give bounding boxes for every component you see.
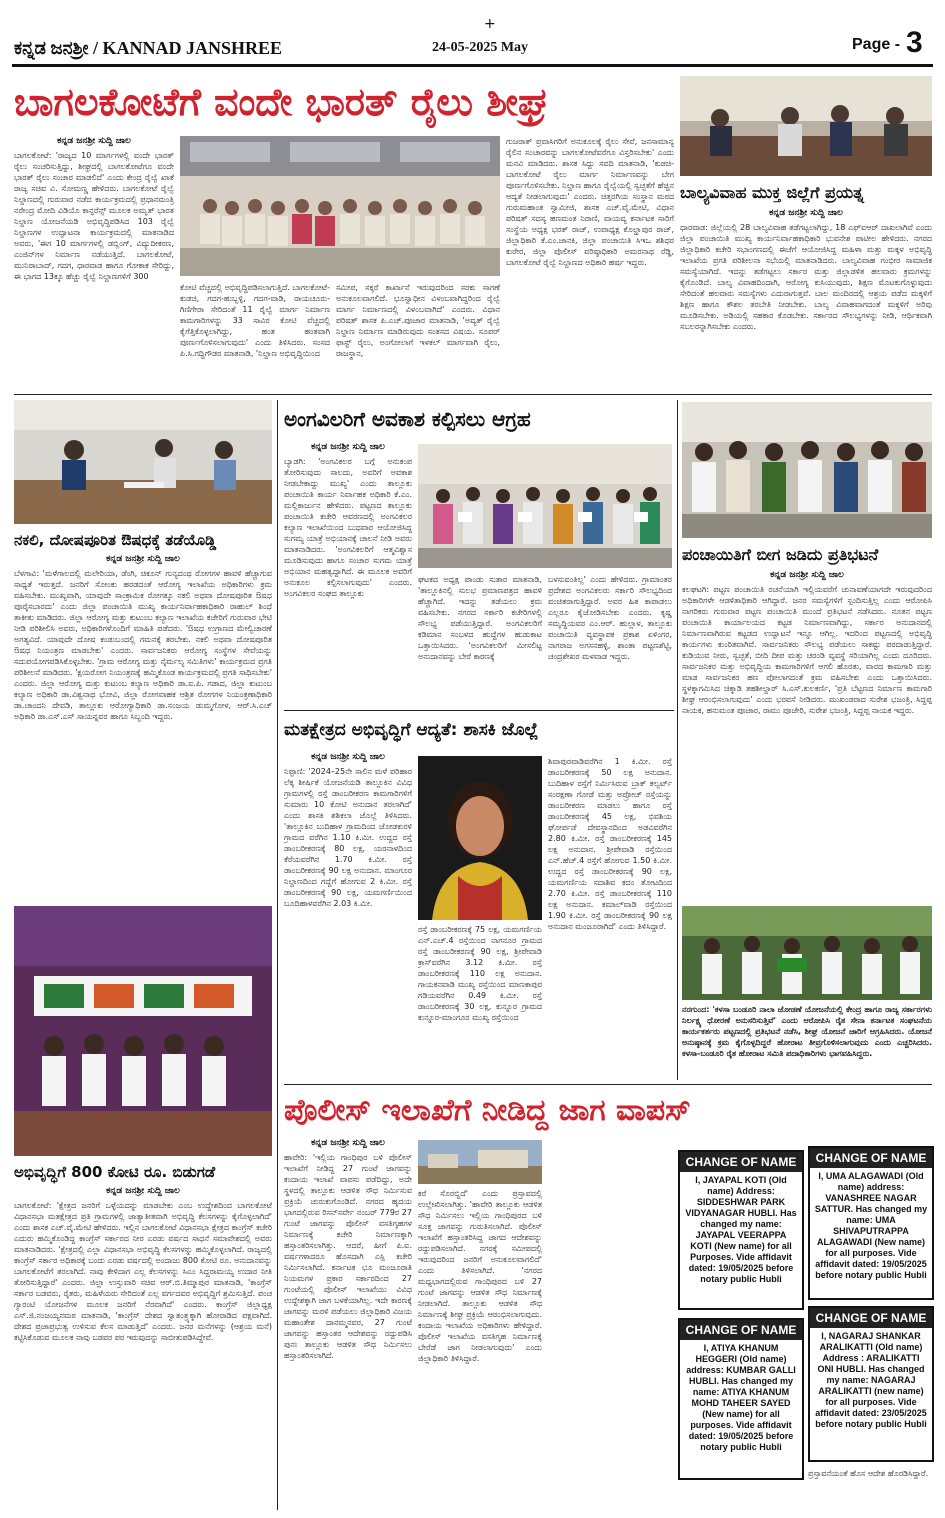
protest-photo: [682, 402, 932, 538]
crop-mark-icon: +: [484, 16, 496, 32]
election-body-col1: ನಿಪ್ಪಾಣಿ: '2024–25ನೇ ಸಾಲಿನ ಮಳೆ ಪರಿಹಾರ ಲೆಕ್ಕ ಶೀರ್ಷಿಕೆ ಯೋಜನೆಯಡಿ ತಾಲ್ಲೂಕಿನ ವಿವಿಧ ಗ್ರಾಮಗಳಲ್ಲಿ ರಸ್ತೆ ಡಾಂಬರೀಕರಣ ಕಾಮಗಾರಿಗಳಿಗೆ ಸುಮಾರು 10 ಕೋಟಿ ಅನುದಾನ ತರಲಾಗಿದೆ' ಎಂದು ಶಾಸಕಿ ಶಶಿಕಲಾ ಜೊಲ್ಲೆ ತಿಳಿಸಿದರು. 'ತಾಲ್ಲೂಕಿನ ಬುದಿಹಾಳ ಗ್ರಾಮದಿಂದ ಜೋಡಕುರಳಿ ಗ್ರಾಮದ ವರೆಗಿನ 1.10 ಕಿ.ಮೀ. ಉದ್ದದ ರಸ್ತೆ ಡಾಂಬರೀಕರಣಕ್ಕೆ 80 ಲಕ್ಷ, ಯರನಾಳದಿಂದ ಕೆರೆಯವರೆಗಿನ 1.70 ಕಿ.ಮೀ. ರಸ್ತೆ ಡಾಂಬರೀಕರಣಕ್ಕೆ 90 ಲಕ್ಷ ಅನುದಾನ. ಮಾಂಗೂರ ನಿಲ್ದಾಣದಿಂದ ಗದ್ದೆಗೆ ಹೋಗುವ 2 ಕಿ.ಮೀ. ರಸ್ತೆ ಡಾಂಬರೀಕರಣಕ್ಕೆ 90 ಲಕ್ಷ, ಯಮಗರ್ಣಿಯಿಂದ ಬೂದಿಹಾಳವರೆಗಿನ 2.03 ಕಿ.ಮೀ.: [284, 767, 412, 908]
police-headline: ಪೊಲೀಸ್ ಇಲಾಖೆಗೆ ನೀಡಿದ್ದ ಜಾಗ ವಾಪಸ್: [284, 1093, 691, 1128]
ad-change-of-name-2: [808, 1146, 934, 1300]
panchayat-body: ಕಲಘಟಗಿ: ಪಟ್ಟಣ ಪಂಚಾಯಿತಿ ರಚನೆಯಾಗಿ ಇಲ್ಲಿಯವರೆಗೆ ಚುನಾವಣೆಯಾಗದೇ ಇರುವುದರಿಂದ ಅಧಿಕಾರಿಗಳೇ ಆಡಳಿತಾಧಿಕಾರಿ ಆಗಿದ್ದಾರೆ. ಜನರ ಸಮಸ್ಯೆಗಳಿಗೆ ಸ್ಪಂದಿಸುತ್ತಿಲ್ಲ ಎಂದು ಆರೋಪಿಸಿ ನಾಗರಿಕರು ಗುರುವಾರ ಪಟ್ಟಣ ಪಂಚಾಯಿತಿ ಮುಂದೆ ಪ್ರತಿಭಟನೆ ನಡೆಸಿದರು. ನೂತನ ಪಟ್ಟಣ ಪಂಚಾಯಿತಿ ಕಾರ್ಯಾಲಯದ ಕಟ್ಟಡ ನಿರ್ಮಾಣವಾಗಿದ್ದು, ಸರ್ಕಾರ ಅನುದಾನದಲ್ಲಿ ನಿರ್ಮಾಣವಾಗಿರುವ ಕಟ್ಟಡದ ಉದ್ಘಾಟನೆ ಇನ್ನೂ ಆಗಿಲ್ಲ. ಇದರಿಂದ ಪಟ್ಟಣದಲ್ಲಿ ಅಭಿವೃದ್ಧಿ ಕಾರ್ಯಗಳು ಕುಂಠಿತವಾಗಿವೆ. ಸಾರ್ವಜನಿಕರು ಸೌಲಭ್ಯ ಪಡೆಯಲು ಸಾಕಷ್ಟು ಪರದಾಡುತ್ತಿದ್ದಾರೆ. ಕುಡಿಯುವ ನೀರು, ಸ್ವಚ್ಛತೆ, ಬೀದಿ ದೀಪ ಮತ್ತು ಚರಂಡಿ ವ್ಯವಸ್ಥೆ ಸರಿಯಾಗಿಲ್ಲ ಎಂದು ದೂರಿದರು. ಸಾರ್ವಜನಿಕರ ಮತ್ತು ಅಭಿವೃದ್ಧಿಯ ಕಾಮಗಾರಿಗಳಿಗೆ ಆಗಲಿ ಹೊರತು, ವಾರದ ಕಾಮಗಾರಿ ಮತ್ತು ಮಾಡ ಸಾರ್ವಜನಿಕರ ಹಣ ಪೋಲಾಗದಂತೆ ಕ್ರಮ ವಹಿಸಬೇಕು ಎಂದು ಒತ್ತಾಯಿಸಿದರು. ಸ್ಥಳಕ್ಕಾಗಮಿಸಿದ ಚಿಕ್ಕಾಡಿ ತಹಶೀಲ್ದಾರ್ ಸಿ.ಎಸ್.ಕುಲಕರ್ಣಿ, 'ಪ್ರತಿ ಬೆಟ್ಟಣದ ನಿರ್ಮಾಣ ಕಾಮಗಾರಿ ಶೀಘ್ರ ಆರಂಭಿಸಲಾಗುವುದು' ಎಂದು ಭರವಸೆ ನೀಡಿದರು. ಮುಖಂಡರಾದ ಸುರೇಶ ಭಜಂತ್ರಿ, ಸಿದ್ದಪ್ಪ ನಾಯಕ, ಹನುಮಂತ ಪೂಜಾರ, ರಾಮು ಪೂಜೇರಿ, ಸುರೇಶ ಭಜಂತ್ರಿ, ಸಿದ್ದಪ್ಪ ನಾಯಕ ಇದ್ದರು.: [682, 585, 932, 715]
police-byline: ಕನ್ನಡ ಜನಶ್ರೀ ಸುದ್ದಿ ಜಾಲ: [311, 1138, 385, 1148]
issue-date: 24-05-2025 May: [432, 40, 529, 55]
divider-v1: [277, 400, 278, 1510]
land-site-photo: [418, 1140, 542, 1184]
masthead: [0, 0, 945, 70]
police-body-col3: [548, 1140, 672, 1510]
ad-text: I, NAGARAJ SHANKAR ARALIKATTI (Old name) Address : ARALIKATTI ONI HUBLI. Has changed my name: NAGARAJ ARALIKATTI (new name) for all purposes. Vide affidavit dated: 23/05/2025 before notary public Hubli: [815, 1331, 927, 1429]
vande-body-col1: ಬಾಗಲಕೋಟೆ: 'ರಾಜ್ಯದ 10 ಮಾರ್ಗಗಳಲ್ಲಿ ವಂದೇ ಭಾರತ್ ರೈಲು ಸಂಚರಿಸುತ್ತಿದ್ದು, ಶೀಘ್ರದಲ್ಲಿ ಬಾಗಲಕೋಟೆಗೂ ವಂದೇ ಭಾರತ್ ರೈಲು ಸಂಚಾರ ಮಾಡಲಿದೆ' ಎಂದು ಕೇಂದ್ರ ರೈಲ್ವೆ ಖಾತೆ ರಾಜ್ಯ ಸಚಿವ ವಿ. ಸೋಮಣ್ಣ ಹೇಳಿದರು. ಬಾಗಲಕೋಟೆ ರೈಲ್ವೆ ನಿಲ್ದಾಣದಲ್ಲಿ ಗುರುವಾರ ನಡೆದ ಕಾರ್ಯಕ್ರಮದಲ್ಲಿ ಪ್ರಧಾನಮಂತ್ರಿ ನರೇಂದ್ರ ಮೋದಿ ವಿಡಿಯೊ ಕಾನ್ಫರೆನ್ಸ್ ಮೂಲಕ ಅಮೃತ್ ಭಾರತ ನಿಲ್ದಾಣ ಯೋಜನೆಯಡಿ ಅಭಿವೃದ್ಧಿಪಡಿಸಿದ 103 ರೈಲ್ವೆ ನಿಲ್ದಾಣಗಳ ಉದ್ಘಾಟನಾ ಕಾರ್ಯಕ್ರಮದಲ್ಲಿ ಮಾತನಾಡಿದ ಅವರು, 'ಈಗ 10 ಮಾರ್ಗಗಳಲ್ಲಿ ಡಬ್ಲಿಂಗ್, ವಿದ್ಯುದೀಕರಣ, ಎಂಜಿನ್‌ಗಳ ನಿರ್ಮಾಣ ನಡೆಯುತ್ತಿದೆ. ಬಾಗಲಕೋಟೆ, ಮುನಿರಾಬಾದ್, ಗದಗ, ಧಾರವಾಡ ಹಾಗೂ ಗೋಕಾಕ ಸೇರಿದ್ದು, ಈ ಭಾಗದ 13ಕ್ಕೂ ಹೆಚ್ಚು ರೈಲ್ವೆ ನಿಲ್ದಾಣಗಳಿಗೆ 300: [14, 151, 174, 281]
anganwadi-body-col3: ಬಳಸುವಂತಿಲ್ಲ' ಎಂದು ಹೇಳಿದರು. ಗ್ರಾಮಾಂತರ ಪ್ರದೇಶದ ಅಂಗವಿಕಲರು ಸರ್ಕಾರಿ ಸೌಲಭ್ಯದಿಂದ ವಂಚಿತರಾಗುತ್ತಿದ್ದಾರೆ. ಅವರ ಹಿತ ಕಾಪಾಡಲು ಎಲ್ಲರೂ ಕೈಜೋಡಿಸಬೇಕು ಎಂದರು. ಕೃಷ್ಣ ಸಮೃದ್ಧಿಯವರ ಎಂ.ಆರ್. ಹುಲ್ಲಾಳ, ತಾಲ್ಲೂಕು ಪಂಚಾಯಿತಿ ವ್ಯವಸ್ಥಾಪಕ ಪ್ರಕಾಶ ಏಳಿಂಗರ, ನಾಗರಾಜ ಅಗಸನಹಳ್ಳಿ, ಶಾಂತಾ ಪಟ್ಟಣಶೆಟ್ಟಿ, ಚಂದ್ರಶೇಖರ ಮಳವಾಡ ಇದ್ದರು.: [548, 575, 672, 661]
panchayat-byline: ಕನ್ನಡ ಜನಶ್ರೀ ಸುದ್ದಿ ಜಾಲ: [770, 570, 844, 580]
page-label: Page -: [852, 36, 901, 53]
election-body-col3: ಶಿವಾಪುರವಾಡಿವರೆಗಿನ 1 ಕಿ.ಮೀ. ರಸ್ತೆ ಡಾಂಬರೀಕರಣಕ್ಕೆ 50 ಲಕ್ಷ ಅನುದಾನ. ಬುದಿಹಾಳ ರಸ್ತೆಗೆ ನಿರ್ಮಿಸಿರುವ ಬ್ರಾಕ್ ಕಲ್ವರ್ಟ್ ಸಂರಕ್ಷಣಾ ಗೋಡೆ ಮತ್ತು ಅಪ್ರೋಚ್ ರಸ್ತೆಯನ್ನು ಡಾಂಬರೀಕರಣ ಮಾಡಲು ಹಾಗೂ ರಸ್ತೆ ಡಾಂಬರೀಕರಣಕ್ಕೆ 45 ಲಕ್ಷ, ಭಿವಶಿಯ ಘೋರ್ಪಡೆ ದೇವಸ್ಥಾನದಿಂದ ಅಡವಿವರೆಗಿನ 2.80 ಕಿ.ಮೀ. ರಸ್ತೆ ಡಾಂಬರೀಕರಣಕ್ಕೆ 145 ಲಕ್ಷ ಅನುದಾನ. ಶ್ರೀಪೇವಾಡಿ ರಸ್ತೆಯಿಂದ ಎನ್.ಹೆಚ್.4 ರಸ್ತೆಗೆ ಹೋಗುವ 1.50 ಕಿ.ಮೀ. ಉದ್ದದ ರಸ್ತೆ ಡಾಂಬರೀಕರಣಕ್ಕೆ 90 ಲಕ್ಷ, ಯಮಗರ್ಣಿಯ ಸದಾಶಿವ ಕದಂ ತೋಟದಿಂದ 2.70 ಕಿ.ಮೀ. ರಸ್ತೆ ಡಾಂಬರೀಕರಣಕ್ಕೆ 110 ಲಕ್ಷ ಅನುದಾನ. ಕಮಾಲ್‌ವಾಡಿ ರಸ್ತೆಯಿಂದ 1.90 ಕಿ.ಮೀ. ರಸ್ತೆ ಡಾಂಬರೀಕರಣಕ್ಕೆ 90 ಲಕ್ಷ ಅನುದಾನ ಮಂಜೂರಾಗಿದೆ' ಎಂದು ತಿಳಿಸಿದ್ದಾರೆ.: [548, 757, 672, 931]
police-body-col2: ಕರೆ ಸೊರಬ್ದಿದೆ' ಎಂದು ಪ್ರಸ್ತಾವದಲ್ಲಿ ಉಲ್ಲೇಖಿಸಲಾಗಿತ್ತು. 'ಹಾವೇರಿ ತಾಲ್ಲೂಕು ಆಡಳಿತ ಸೌಧ ನಿರ್ಮಿಸಲು ಇಲ್ಲಿಯ ಗಾಂಧಿಪುರದ ಬಳಿ ಸೂಕ್ತ ಜಾಗವನ್ನು ಗುರುತಿಸಲಾಗಿದೆ. ಪೊಲೀಸ್ ಇಲಾಖೆಗೆ ಹಸ್ತಾಂತರಿಸಿದ್ದ ಜಾಗದ ಆದೇಶವನ್ನು ರದ್ದುಪಡಿಸಲಾಗಿದೆ. ನಗರಕ್ಕೆ ಸಮೀಪದಲ್ಲಿ ಇರುವುದರಿಂದ ಜನರಿಗೆ ಅನುಕೂಲವಾಗಲಿದೆ' ಎಂದು ತಿಳಿಸಲಾಗಿದೆ. 'ನಗರದ ಮಧ್ಯಭಾಗದಲ್ಲಿರುವ ಗಾಂಧಿಪುರದ ಬಳಿ 27 ಗುಂಟೆ ಜಾಗವನ್ನು ಆಡಳಿತ ಸೌಧ ನಿರ್ಮಾಣಕ್ಕೆ ನೀಡಲಾಗಿದೆ. ತಾಲ್ಲೂಕು ಆಡಳಿತ ಸೌಧ ನಿರ್ಮಾಣಕ್ಕೆ ಶೀಘ್ರ ಪ್ರಕ್ರಿಯೆ ಆರಂಭಿಸಲಾಗುವುದು. ಕಂದಾಯ ಇಲಾಖೆಯ ಅಧಿಕಾರಿಗಳು ಹೇಳಿದ್ದಾರೆ. ಪೊಲೀಸ್ ಇಲಾಖೆಯ ವಸತಿಗೃಹ ನಿರ್ಮಾಣಕ್ಕೆ ಬೇರೆಡೆ ಜಾಗ ನೀಡಲಾಗುವುದು' ಎಂದು ಜಿಲ್ಲಾಧಿಕಾರಿ ತಿಳಿಸಿದ್ದಾರೆ.: [418, 1189, 542, 1363]
crore-body: ಬಾಗಲಕೋಟೆ: 'ಕ್ಷೇತ್ರದ ಜನರಿಗೆ ಒಳ್ಳೆಯದನ್ನು ಮಾಡಬೇಕು ಎಂಬ ಉದ್ದೇಶದಿಂದ ಬಾಗಲಕೋಟೆ ವಿಧಾನಸಭಾ ಮತಕ್ಷೇತ್ರದ ಪ್ರತಿ ಗ್ರಾಮಗಳಲ್ಲಿ ಜಾತ್ಯಾತೀತವಾಗಿ ಅಭಿವೃದ್ಧಿ ಕೆಲಸಗಳನ್ನು ಕೈಗೊಳ್ಳಲಾಗಿದೆ' ಎಂದು ಶಾಸಕ ಎಚ್.ವೈ.ಮೇಟಿ ಹೇಳಿದರು. ಇಲ್ಲಿನ ಬಾಗಲಕೋಟೆ ವಿಧಾನಸಭಾ ಕ್ಷೇತ್ರದ ಕಾಂಗ್ರೆಸ್ ಕಚೇರಿ ಎದುರು ಹಮ್ಮಿಕೊಂಡಿದ್ದ ಕಾಂಗ್ರೆಸ್ ಸರ್ಕಾರದ ನೀರ ಎರಡು ವರ್ಷದ ಸಾಧನೆ ಸಮಾವೇಶದಲ್ಲಿ ಅವರು ಮಾತನಾಡಿದರು. 'ಕ್ಷೇತ್ರದಲ್ಲಿ ಎಲ್ಲಾ ವಿಧಾನಸಭಾ ಅಭಿವೃದ್ಧಿ ಕೆಲಸಗಳನ್ನು ಹಮ್ಮಿಕೊಳ್ಳಲಾಗಿದೆ. ರಾಜ್ಯದಲ್ಲಿ ಕಾಂಗ್ರೆಸ್ ಸರ್ಕಾರ ಅಧಿಕಾರಕ್ಕೆ ಬಂದು ಎರಡು ವರ್ಷದಲ್ಲಿ ಅಂದಾಜು 800 ಕೋಟಿ ರೂ. ಅನುದಾನವನ್ನು ಬಾಗಲಕೋಟೆಗೆ ತರಲಾಗಿದೆ. ನಾವು ಕೇಳಿದಾಗ ಎಲ್ಲ ಕೆಲಸಗಳನ್ನು ಸಿಎಂ ಸಿದ್ದರಾಮಯ್ಯ ಉದಾರ ನೀತಿ ತೋರಿಸುತ್ತಿದ್ದಾರೆ' ಎಂದರು. ಜಿಲ್ಲಾ ಉಸ್ತುವಾರಿ ಸಚಿವ ಆರ್.ಬಿ.ತಿಮ್ಮಾಪುರ ಮಾತನಾಡಿ, 'ಕಾಂಗ್ರೆಸ್ ಸರ್ಕಾರ ಬಡವರು, ರೈತರು, ಮಹಿಳೆಯರು ಸೇರಿದಂತೆ ಎಲ್ಲ ವರ್ಗದವರ ಅಭಿವೃದ್ಧಿಗೆ ಶ್ರಮಿಸುತ್ತಿದೆ. ಪಂಚ ಗ್ಯಾರಂಟಿ ಯೋಜನೆಗಳ ಮೂಲಕ ಜನರಿಗೆ ನೆರವಾಗಿದೆ' ಎಂದರು. ಕಾಂಗ್ರೆಸ್ ಜಿಲ್ಲಾಧ್ಯಕ್ಷ ಎಸ್.ಜಿ.ನಂಜಯ್ಯನಮಠ ಮಾತನಾಡಿ, 'ಕಾಂಗ್ರೆಸ್ ದೇಶದ ಸ್ವಾತಂತ್ರ್ಯಕ್ಕಾಗಿ ಹೋರಾಡಿದ ಪಕ್ಷವಾಗಿದೆ. ದೇಶದ ಪ್ರಜಾಪ್ರಭುತ್ವ ಉಳಿಸುವ ಕೆಲಸ ಮಾಡುತ್ತಿದೆ' ಎಂದರು. ಜನರ ಮನೆಗಳನ್ನು (ಆಶ್ರಯ ಮನೆ) ಕಟ್ಟಿಸಿಕೊಡುವ ಮೂಲಕ ನಾವು ಬಡವರ ಪರ ಇರುವುದನ್ನು ಸಾಬೀತುಪಡಿಸಿದ್ದೇವೆ.: [14, 1201, 272, 1342]
crore-headline: ಅಭಿವೃದ್ಧಿಗೆ 800 ಕೋಟಿ ರೂ. ಬಿಡುಗಡೆ: [14, 1163, 216, 1181]
child-headline: ಬಾಲ್ಯವಿವಾಹ ಮುಕ್ತ ಜಿಲ್ಲೆಗೆ ಪ್ರಯತ್ನ: [680, 183, 864, 202]
child-byline: ಕನ್ನಡ ಜನಶ್ರೀ ಸುದ್ದಿ ಜಾಲ: [769, 208, 843, 218]
vande-headline: ಬಾಗಲಕೋಟೆಗೆ ವಂದೇ ಭಾರತ್ ರೈಲು ಶೀಘ್ರ: [14, 80, 549, 124]
drugs-headline: ನಕಲಿ, ದೋಷಪೂರಿತ ಔಷಧಕ್ಕೆ ತಡೆಯೊಡ್ಡಿ: [14, 531, 217, 549]
vande-byline: ಕನ್ನಡ ಜನಶ್ರೀ ಸುದ್ದಿ ಜಾಲ: [57, 136, 131, 146]
farmers-caption: ನರಗುಂದ: 'ಕಳಸಾ ಬಂಡೂರಿ ನಾಲಾ ಜೋಡಣೆ ಯೋಜನೆಯಲ್ಲಿ ಕೇಂದ್ರ ಹಾಗೂ ರಾಜ್ಯ ಸರ್ಕಾರಗಳು ನಿರ್ಲಕ್ಷ್ಯ ಧೋರಣೆ ಅನುಸರಿಸುತ್ತಿವೆ' ಎಂದು ಆರೋಪಿಸಿ ರೈತ ಸೇನಾ ಕರ್ನಾಟಕ ಸಂಘಟನೆಯ ಕಾರ್ಯಕರ್ತರು ಪಟ್ಟಣದಲ್ಲಿ ಪ್ರತಿಭಟನೆ ನಡೆಸಿ, ಶೀಘ್ರ ಯೋಜನೆ ಜಾರಿಗೆ ಆಗ್ರಹಿಸಿದರು. ಯೋಜನೆ ಅನುಷ್ಠಾನಕ್ಕೆ ಕ್ರಮ ಕೈಗೊಳ್ಳದಿದ್ದರೆ ಹೋರಾಟ ತೀವ್ರಗೊಳಿಸಲಾಗುವುದು ಎಂದು ಎಚ್ಚರಿಸಿದರು. ಕಳಸಾ-ಬಂಡೂರಿ ರೈತ ಹೋರಾಟ ಸಮಿತಿ ಪದಾಧಿಕಾರಿಗಳು ಭಾಗವಹಿಸಿದ್ದರು.: [682, 1005, 932, 1058]
ad-title: CHANGE OF NAME: [680, 1320, 802, 1340]
anganwadi-byline: ಕನ್ನಡ ಜನಶ್ರೀ ಸುದ್ದಿ ಜಾಲ: [311, 442, 385, 452]
election-byline: ಕನ್ನಡ ಜನಶ್ರೀ ಸುದ್ದಿ ಜಾಲ: [311, 752, 385, 762]
ad-title: CHANGE OF NAME: [680, 1152, 802, 1172]
ad-change-of-name-3: [678, 1318, 804, 1480]
divider-3: [284, 1084, 932, 1085]
mla-portrait: [418, 756, 542, 920]
ad-change-of-name-1: [678, 1150, 804, 1310]
panchayat-headline: ಪಂಚಾಯಿತಿಗೆ ಬೀಗ ಜಡಿದು ಪ್ರತಿಭಟನೆ: [682, 545, 879, 564]
farmers-protest-photo: [682, 906, 932, 1000]
divider-2: [284, 710, 674, 711]
child-body: ಧಾರವಾಡ: ಜಿಲ್ಲೆಯಲ್ಲಿ 28 ಬಾಲ್ಯವಿವಾಹ ತಡೆಗಟ್ಟಲಾಗಿದ್ದು, 18 ಎಫ್‌ಐಆರ್ ದಾಖಲಾಗಿವೆ ಎಂದು ಜಿಲ್ಲಾ ಪಂಚಾಯಿತಿ ಮುಖ್ಯ ಕಾರ್ಯನಿರ್ವಾಹಕಾಧಿಕಾರಿ ಭುವನೇಶ ಪಾಟೀಲ ಹೇಳಿದರು. ನಗರದ ಜಿಲ್ಲಾಧಿಕಾರಿ ಕಚೇರಿ ಸಭಾಂಗಣದಲ್ಲಿ ಈಚೆಗೆ ಆಯೋಜಿಸಿದ್ದ ಮಹಿಳಾ ಮತ್ತು ಮಕ್ಕಳ ಅಭಿವೃದ್ಧಿ ಇಲಾಖೆಯ ಪ್ರಗತಿ ಪರಿಶೀಲನಾ ಸಭೆಯಲ್ಲಿ ಮಾತನಾಡಿದರು. ಬಾಲ್ಯವಿವಾಹ ಗಂಭೀರ ಸಾಮಾಜಿಕ ಸಮಸ್ಯೆಯಾಗಿದೆ. ಇದನ್ನು ತಡೆಗಟ್ಟಲು ಸರ್ಕಾರ ಮತ್ತು ಜಿಲ್ಲಾಡಳಿತ ಹಲವಾರು ಕ್ರಮಗಳನ್ನು ಕೈಗೊಂಡಿದೆ. ಬಾಲ್ಯ ವಿವಾಹದಿಂದಾಗಿ, ಆರೋಗ್ಯ ಕುಸಿಯುವುದು, ಶಿಕ್ಷಣ ಮೊಟಕುಗೊಳ್ಳುವುದು ಸೇರಿದಂತೆ ಹಲವಾರು ಸಮಸ್ಯೆಗಳು ಎದುರಾಗುತ್ತವೆ. ಬಾಲ ಮಂದಿರದಲ್ಲಿ ಆಶ್ರಯ ಪಡೆದ ಮಕ್ಕಳಿಗೆ ಶಿಕ್ಷಣ ಹಾಗೂ ಕೌಶಲ ತರಬೇತಿ ನೀಡಬೇಕು. ಬಾಲ್ಯ ವಿವಾಹವಾಗದಂತೆ ಮಕ್ಕಳಿಗೆ ಅರಿವು ಮೂಡಿಸಬೇಕು. ಅಡಿಯಲ್ಲಿ ಸಹಕಾರ ಕೊಡಬೇಕು. ಸರ್ಕಾರದ ಸೌಲಭ್ಯಗಳನ್ನು ನೀಡಿ, ಆರ್ಥಿಕವಾಗಿ ಸಬಲರನ್ನಾಗಿಸಬೇಕು ಎಂದರು.: [680, 223, 932, 331]
rally-photo: [14, 906, 272, 1156]
police-body-col1: ಹಾವೇರಿ: 'ಇಲ್ಲಿಯ ಗಾಂಧಿಪುರ ಬಳಿ ಪೊಲೀಸ್ ಇಲಾಖೆಗೆ ನೀಡಿದ್ದ 27 ಗುಂಟೆ ಜಾಗವನ್ನು ಕಂದಾಯ ಇಲಾಖೆ ವಾಪಸು ಪಡೆದಿದ್ದು, ಅದೇ ಸ್ಥಳದಲ್ಲಿ ತಾಲ್ಲೂಕು ಆಡಳಿತ ಸೌಧ ನಿರ್ಮಿಸುವ ಪ್ರಕ್ರಿಯೆ ಚುರುಕುಗೊಂಡಿದೆ. ನಗರದ ಹೃದಯ ಭಾಗದಲ್ಲಿರುವ ರಿಸನ್‌ಸರ್ವೇ ನಂಬರ್ 779ರ 27 ಗುಂಟೆ ಜಾಗವನ್ನು ಪೊಲೀಸ್ ವಸತಿಗೃಹಗಳ ನಿರ್ಮಾಣಕ್ಕೆ ಕಚೇರಿ ನಿರ್ಮಾಣಕ್ಕಾಗಿ ಹಸ್ತಾಂತರಿಸಲಾಗಿತ್ತು. ಆದರೆ, ಹೀಗೆ ಪಿ.ಐ. ವರ್ಷಗಳಾದರೂ ಹೊಸದಾಗಿ ಎಸ್ಪಿ ಕಚೇರಿ ನಿರ್ಮಿಸಲಾಗಿದೆ. ಕರ್ನಾಟಕ ಭೂ ಮಂಜೂರಾತಿ ನಿಯಮಗಳ ಪ್ರಕಾರ ಸರ್ಕಾರದಿಂದ 27 ಗುಂಟೆಯಲ್ಲಿ ಪೊಲೀಸ್ ಇಲಾಖೆಯು ವಿವಿಧ ಉದ್ದೇಶಕ್ಕಾಗಿ ಜಾಗ ಬಳಕೆಯಾಗಿಲ್ಲ. ಇದೇ ಕಾರಣಕ್ಕೆ ಜಾಗವನ್ನು ಮರಳಿ ಪಡೆಯಲು ಜಿಲ್ಲಾಧಿಕಾರಿ ವಿಜಯ ಮಹಾಂತೇಶ ದಾನಮ್ಮನವರ, 27 ಗುಂಟೆ ಜಾಗವನ್ನು ಹಸ್ತಾಂತರ ಆದೇಶವನ್ನು ರದ್ದುಪಡಿಸಿ ಪುನಃ ತಾಲ್ಲೂಕು ಆಡಳಿತ ಸೌಧ ನಿರ್ಮಿಸಲು ಹಸ್ತಾಂತರಿಸಲಾಗಿದೆ.: [284, 1153, 412, 1360]
ad-text: I, UMA ALAGAWADI (Old name) address: VANASHREE NAGAR SATTUR. Has changed my name: UMA SHIVAPUTRAPPA ALAGAWADI (New name) for all purposes. Vide affidavit dated: 19/05/2025 before notary public Hubli: [814, 1171, 928, 1280]
crore-byline: ಕನ್ನಡ ಜನಶ್ರೀ ಸುದ್ದಿ ಜಾಲ: [106, 1186, 180, 1196]
ad-title: CHANGE OF NAME: [810, 1308, 932, 1328]
railway-event-photo: [180, 136, 500, 276]
certificates-photo: [418, 444, 672, 568]
vande-body-col2: ಕೋಟಿ ವೆಚ್ಚದಲ್ಲಿ ಅಭಿವೃದ್ಧಿಪಡಿಸಲಾಗುತ್ತಿದೆ. ಬಾಗಲಕೋಟೆ-ಕುಡಚಿ, ಗದಗ-ಹುಬ್ಬಳ್ಳಿ, ಗದಗ-ವಾಡಿ, ರಾಯಚೂರು-ಗಿಣಿಗೇರಾ ಸೇರಿದಂತೆ 11 ರೈಲ್ವೆ ಮಾರ್ಗ ನಿರ್ಮಾಣ ಕಾಮಗಾರಿಗಳನ್ನು 33 ಸಾವಿರ ಕೋಟಿ ವೆಚ್ಚದಲ್ಲಿ ಕೈಗೆತ್ತಿಕೊಳ್ಳಲಾಗಿದ್ದು, ಹಂತ ಹಂತವಾಗಿ ಪೂರ್ಣಗೊಳಿಸಲಾಗುವುದು' ಎಂದು ತಿಳಿಸಿದರು. ಸಂಸದ ಪಿ.ಸಿ.ಗದ್ದಿಗೌಡರ ಮಾತನಾಡಿ, 'ನಿಲ್ದಾಣ ಅಭಿವೃದ್ಧಿಯಿಂದ: [180, 283, 330, 358]
masthead-rule: [12, 64, 933, 67]
election-body-col2: ರಸ್ತೆ ಡಾಂಬರೀಕರಣಕ್ಕೆ 75 ಲಕ್ಷ, ಯಮಗರ್ಣಿಯ ಎನ್.ಎಚ್.4 ರಸ್ತೆಯಿಂದ ನಾಗನೂರ ಗ್ರಾಮದ ರಸ್ತೆ ಡಾಂಬರೀಕರಣಕ್ಕೆ 90 ಲಕ್ಷ, ಶ್ರೀಪೇವಾಡಿ ಕ್ರಾಸ್‌ವರೆಗಿನ 3.12 ಕಿ.ಮೀ. ರಸ್ತೆ ಡಾಂಬರೀಕರಣಕ್ಕೆ 110 ಲಕ್ಷ ಅನುದಾನ. ಗಾಯಕನವಾಡಿ ಮುಖ್ಯ ರಸ್ತೆಯಿಂದ ಮಾಣಕಾಪುರ ಗಡಿಯವರೆಗಿನ 0.49 ಕಿ.ಮೀ. ರಸ್ತೆ ಡಾಂಬರೀಕರಣಕ್ಕೆ 30 ಲಕ್ಷ, ಕುನ್ನೂರ ಗ್ರಾಮದ ಕುನ್ನೂರ-ಮಾಂಗೂರ ಮುಖ್ಯ ರಸ್ತೆಯಿಂದ: [418, 925, 542, 1022]
anganwadi-body-col1: ಬ್ಯಾಡಗಿ: 'ಅಂಗವಿಕಲರ ಬಗ್ಗೆ ಅನುಕಂಪ ತೋರಿಸುವುದು ಸಾಲದು, ಅವರಿಗೆ ಅವಕಾಶ ನೀಡಬೇಕಾದ್ದು ಮುಖ್ಯ' ಎಂದು ತಾಲ್ಲೂಕು ಪಂಚಾಯಿತಿ ಕಾರ್ಯ ನಿರ್ವಾಹಕ ಅಧಿಕಾರಿ ಕೆ.ಎಂ. ಮಲ್ಲಿಕಾರ್ಜುನ ಹೇಳಿದರು. ಪಟ್ಟಣದ ತಾಲ್ಲೂಕು ಪಂಚಾಯಿತಿ ಕಚೇರಿ ಆವರಣದಲ್ಲಿ ಅಂಗವಿಕಲರ ಕಲ್ಯಾಣ ಇಲಾಖೆಯಿಂದ ಬುಧವಾರ ಆಯೋಜಿಸಿದ್ದ ಸುಗಮ್ಯ ಯಾತ್ರೆ ಅಭಿಯಾನಕ್ಕೆ ಚಾಲನೆ ನೀಡಿ ಅವರು ಮಾತನಾಡಿದರು. 'ಅಂಗವಿಕಲರಿಗೆ ಆತ್ಮವಿಶ್ವಾಸ ಮೂಡಿಸುವುದು ಹಾಗೂ ಸಂಚಾರ ಸುಗಮ ಯಾತ್ರೆ ಅಭಿಯಾನ ಮಹತ್ವದ್ದಾಗಿದೆ. ಈ ಮೂಲಕ ಅವರಿಗೆ ಅನುಕೂಲ ಕಲ್ಪಿಸಲಾಗುವುದು' ಎಂದರು. ಅಂಗವಿಕಲರ ಸಂಘದ ತಾಲ್ಲೂಕು: [284, 457, 412, 598]
vande-body-col4: ಗುಜರಾತ್ ಪ್ರವಾಸಿಗರಿಗೆ ಅನುಕೂಲಕ್ಕೆ ರೈಲು ಸೇವೆ, ಜನಸಾಮಾನ್ಯ ರೈಲಿನ ಸಂಚಾರವನ್ನು ಬಾಗಲಕೋಟೆವರೆಗೂ ವಿಸ್ತರಿಸಬೇಕು' ಎಂದು ಮನವಿ ಮಾಡಿದರು. ಶಾಸಕ ಸಿದ್ದು ಸವದಿ ಮಾತನಾಡಿ, 'ಕುಡಚಿ-ಬಾಗಲಕೋಟೆ ರೈಲು ಮಾರ್ಗ ನಿರ್ಮಾಣವನ್ನು ಬೇಗ ಪೂರ್ಣಗೊಳಿಸಬೇಕು. ನಿಲ್ದಾಣ ಹಾಗೂ ರೈಲ್ವೆಯಲ್ಲಿ ಸ್ವಚ್ಛತೆಗೆ ಹೆಚ್ಚಿನ ಆದ್ಯತೆ ನೀಡಲಾಗುವುದು' ಎಂದರು. ಚಿತ್ತರಗಿಯ ಸಂಸ್ಥಾನ ಮಠದ ಗುರುಮಹಾಂತ ಸ್ವಾಮೀಜಿ, ಶಾಸಕ ಎಚ್.ವೈ.ಮೇಟಿ, ವಿಧಾನ ಪರಿಷತ್ ಸದಸ್ಯ ಹಣಮಂತ ನಿರಾಣಿ, ವಾಯವ್ಯ ಕರ್ನಾಟಕ ಸಾರಿಗೆ ಸಂಸ್ಥೆಯ ಅಧ್ಯಕ್ಷ ಭರತ್ ರಾಜ್, ಉಪಾಧ್ಯಕ್ಷ ಕೊಲ್ಹಾಪುರ ರಾಜ್, ಜಿಲ್ಲಾಧಿಕಾರಿ ಕೆ.ಎಂ.ಜಾನಕಿ, ಜಿಲ್ಲಾ ಪಂಚಾಯಿತಿ ಸಿಇಒ ಶಶಿಧರ ಕುರೇರ, ಜಿಲ್ಲಾ ಪೊಲೀಸ್ ವರಿಷ್ಠಾಧಿಕಾರಿ ಅಮರನಾಥ ರೆಡ್ಡಿ, ಬಾಗಲಕೋಟೆ ರೈಲ್ವೆ ನಿಲ್ದಾಣದ ಅಧಿಕಾರಿ ಹರ್ಷ ಇದ್ದರು.: [506, 137, 674, 267]
drugs-body: ಬೆಳಗಾವಿ: 'ಮಳೆಗಾಲದಲ್ಲಿ ಮಲೇರಿಯಾ, ಡೆಂಗಿ, ಚಿಕೂನ್ ಗುನ್ಯದಂಥ ರೋಗಗಳ ಹಾವಳಿ ಹೆಚ್ಚಾಗುವ ಸಾಧ್ಯತೆ ಇರುತ್ತದೆ. ಜನರಿಗೆ ಸೋಂಕು ಹರಡದಂತೆ ಆರೋಗ್ಯ ಇಲಾಖೆಯ ಅಧಿಕಾರಿಗಳು ಕ್ರಮ ವಹಿಸಬೇಕು. ಮುಖ್ಯವಾಗಿ, ಯಾವುದೇ ಸಾಂಕ್ರಾಮಿಕ ರೋಗಕ್ಕೂ ನಕಲಿ ಅಥವಾ ದೋಷಪೂರಿತ ಔಷಧ ಪೂರೈಸಬಾರದು' ಎಂದು ಜಿಲ್ಲಾ ಪಂಚಾಯಿತಿ ಮುಖ್ಯ ಕಾರ್ಯನಿರ್ವಾಹಕಾಧಿಕಾರಿ ರಾಹುಲ್ ಶಿಂಧೆ ತಾಕೀತು ಮಾಡಿದರು. ಜಿಲ್ಲಾ ಆರೋಗ್ಯ ಮತ್ತು ಕುಟುಂಬ ಕಲ್ಯಾಣ ಇಲಾಖೆಯ ಕಚೇರಿಗೆ ಗುರುವಾರ ಭೇಟಿ ನೀಡಿ ಪರಿಶೀಲಿಸಿ ಅವರು, ಅಧಿಕಾರಿಗಳೊಂದಿಗೆ ಮಾಹಿತಿ ಪಡೆದರು. 'ಔಷಧ ಉಗ್ರಾಣದ ಮೇಲ್ವಿಚಾರಣೆ ಅಗತ್ಯವಿದೆ. ಯಾವುದೇ ದೋಷ ಕಂಡುಬಂದಲ್ಲಿ ಗಮನಕ್ಕೆ ತರಬೇಕು. ನಕಲಿ ಅಥವಾ ದೋಷಪೂರಿತ ಔಷಧ ನಿಯಂತ್ರಣ ಮಾಡಬೇಕು' ಎಂದರು. ಸಾರ್ವಜನಿಕರು ಆರೋಗ್ಯ ಸಂಸ್ಥೆಗಳ ಸೇವೆಯನ್ನು ಸದುಪಯೋಗಪಡಿಸಿಕೊಳ್ಳಬೇಕು. 'ಗ್ರಾಮ ಆರೋಗ್ಯ ಮತ್ತು ನೈರ್ಮಲ್ಯ ಸಮಿತಿಗಳು' ಕಾರ್ಯಕ್ರಮದ ಪ್ರಗತಿ ಪರಿಶೀಲನೆ ಮಾಡಿದರು. 'ಕ್ಷಯರೋಗ ನಿಯಂತ್ರಣಕ್ಕೆ ಹಮ್ಮಿಕೊಂಡ ಕಾರ್ಯಕ್ರಮದಲ್ಲಿ ಪ್ರಗತಿ ಸಾಧಿಸಬೇಕು' ಎಂದರು. ಜಿಲ್ಲಾ ಆರೋಗ್ಯ ಮತ್ತು ಕುಟುಂಬ ಕಲ್ಯಾಣ ಅಧಿಕಾರಿ ಡಾ.ಐ.ಪಿ. ಗಡಾದ, ಜಿಲ್ಲಾ ಕುಟುಂಬ ಕಲ್ಯಾಣ ಅಧಿಕಾರಿ ಡಾ.ವಿಶ್ವನಾಥ ಭೋವಿ, ಜಿಲ್ಲಾ ರೋಗವಾಹಕ ಆಶ್ರಿತ ರೋಗಗಳ ನಿಯಂತ್ರಣಾಧಿಕಾರಿ ಡಾ.ಚಾಂದನಿ ದೇವಡಿ, ತಾಲ್ಲೂಕು ಆರೋಗ್ಯಾಧಿಕಾರಿ ಡಾ.ಸಂಜಯ ಡುಮ್ಮಗೋಳ, ಆರ್.ಸಿ.ಎಚ್ ಅಧಿಕಾರಿ ಡಾ.ಎಸ್.ಎಸ್ ಸಾಯನ್ನವರ ಹಾಗೂ ಸಿಬ್ಬಂದಿ ಇದ್ದರು.: [14, 569, 272, 721]
newspaper-brand: ಕನ್ನಡ ಜನಶ್ರೀ / KANNAD JANSHREE: [14, 38, 282, 58]
drugs-byline: ಕನ್ನಡ ಜನಶ್ರೀ ಸುದ್ದಿ ಜಾಲ: [106, 554, 180, 564]
ad-title: CHANGE OF NAME: [810, 1148, 932, 1168]
vande-body-col3: ಸಮೀಪ, ಸಕ್ಕರೆ ಕಾರ್ಖಾನೆ ಇರುವುದರಿಂದ ಸರಕು ಸಾಗಣೆ ಅನುಕೂಲವಾಗಲಿದೆ. ಭೂಸ್ವಾಧೀನ ವಿಳಂಬವಾಗಿದ್ದರಿಂದ ರೈಲ್ವೆ ಮಾರ್ಗ ನಿರ್ಮಾಣದಲ್ಲಿ ವಿಳಂಬವಾಗಿದೆ' ಎಂದರು. ವಿಧಾನ ಪರಿಷತ್ ಶಾಸಕ ಪಿ.ಎಚ್.ಪೂಜಾರ ಮಾತನಾಡಿ, 'ಅವ್ಯತ್ ರೈಲ್ವೆ ನಿಲ್ದಾಣ ನಿರ್ಮಾಣ ಮಾಡಿರುವುದು ಸಂತಸದ ವಿಷಯ. ಸೂಪರ್ ಫಾಸ್ಟ್ ರೈಲು, ಅಂಗೋಲಾಗೆ ಇಳಕಲ್ ಮಾರ್ಗವಾಗಿ ರೈಲು, ರಾಜಸ್ಥಾನ,: [336, 283, 500, 358]
ad-text: I, JAYAPAL KOTI (Old name) Address: SIDDESHWAR PARK VIDYANAGAR HUBLI. Has changed my name: JAYAPAL VEERAPPA KOTI (New name) for all Purposes. Vide affidavit dated: 19/05/2025 before notary public Hubli: [685, 1175, 797, 1284]
anganwadi-headline: ಅಂಗವಿಲರಿಗೆ ಅವಕಾಶ ಕಲ್ಪಿಸಲು ಆಗ್ರಹ: [284, 407, 531, 431]
meeting-photo: [680, 76, 932, 176]
page-number: 3: [906, 26, 923, 59]
ad-change-of-name-4: [808, 1306, 934, 1462]
ad-text: I, ATIYA KHANUM HEGGERI (Old name) address: KUMBAR GALLI HUBLI. Has changed my name: ATIYA KHANUM MOHD TAHEER SAYED (New name) for all purposes. Vide affidavit dated: 19/05/2025 before notary public Hubli: [686, 1343, 796, 1452]
divider-v2: [677, 400, 678, 1080]
anganwadi-body-col2: ಘಟಕದ ಅಧ್ಯಕ್ಷ ಪಾಂಡು ಸುತಾರ ಮಾತನಾಡಿ, 'ತಾಲ್ಲೂಕಿನಲ್ಲಿ ಸುಲಭ ಪ್ರಮಾಣಪತ್ರದ ಹಾವಳಿ ಹೆಚ್ಚಾಗಿದೆ. ಇದನ್ನು ತಡೆಯಲು ಕ್ರಮ ವಹಿಸಬೇಕು. ನಗರದ ಸರ್ಕಾರಿ ಕಚೇರಿಗಳಲ್ಲಿ ಸೌಲಭ್ಯ ಪಡೆಯುತ್ತಿದ್ದಾರೆ. ಅಂಗವಿಕಲರಿಗೆ ಕಡಿಮಾನ ಸಂಬಳದ ಹುದ್ದೆಗಳ ಹುಡುಕಾಟ ಒತ್ತಾಯಿಸಿದರು. 'ಅಂಗವಿಕಲರಿಗೆ ಮೀಸಲಿಟ್ಟ ಅನುದಾನವನ್ನು ಬೇರೆ ಕಾರಣಕ್ಕೆ: [418, 575, 542, 661]
police-last-line: ಪ್ರಸ್ತಾವನೆಯಂತೆ ಹೊಸ ಆದೇಶ ಹೊರಡಿಸಿದ್ದಾರೆ.: [808, 1469, 929, 1478]
election-headline: ಮತಕ್ಷೇತ್ರದ ಅಭಿವೃದ್ಧಿಗೆ ಆದ್ಯತೆ: ಶಾಸಕಿ ಜೊಲ್ಲೆ: [284, 720, 539, 740]
divider-1: [14, 394, 932, 395]
office-photo: [14, 400, 272, 524]
